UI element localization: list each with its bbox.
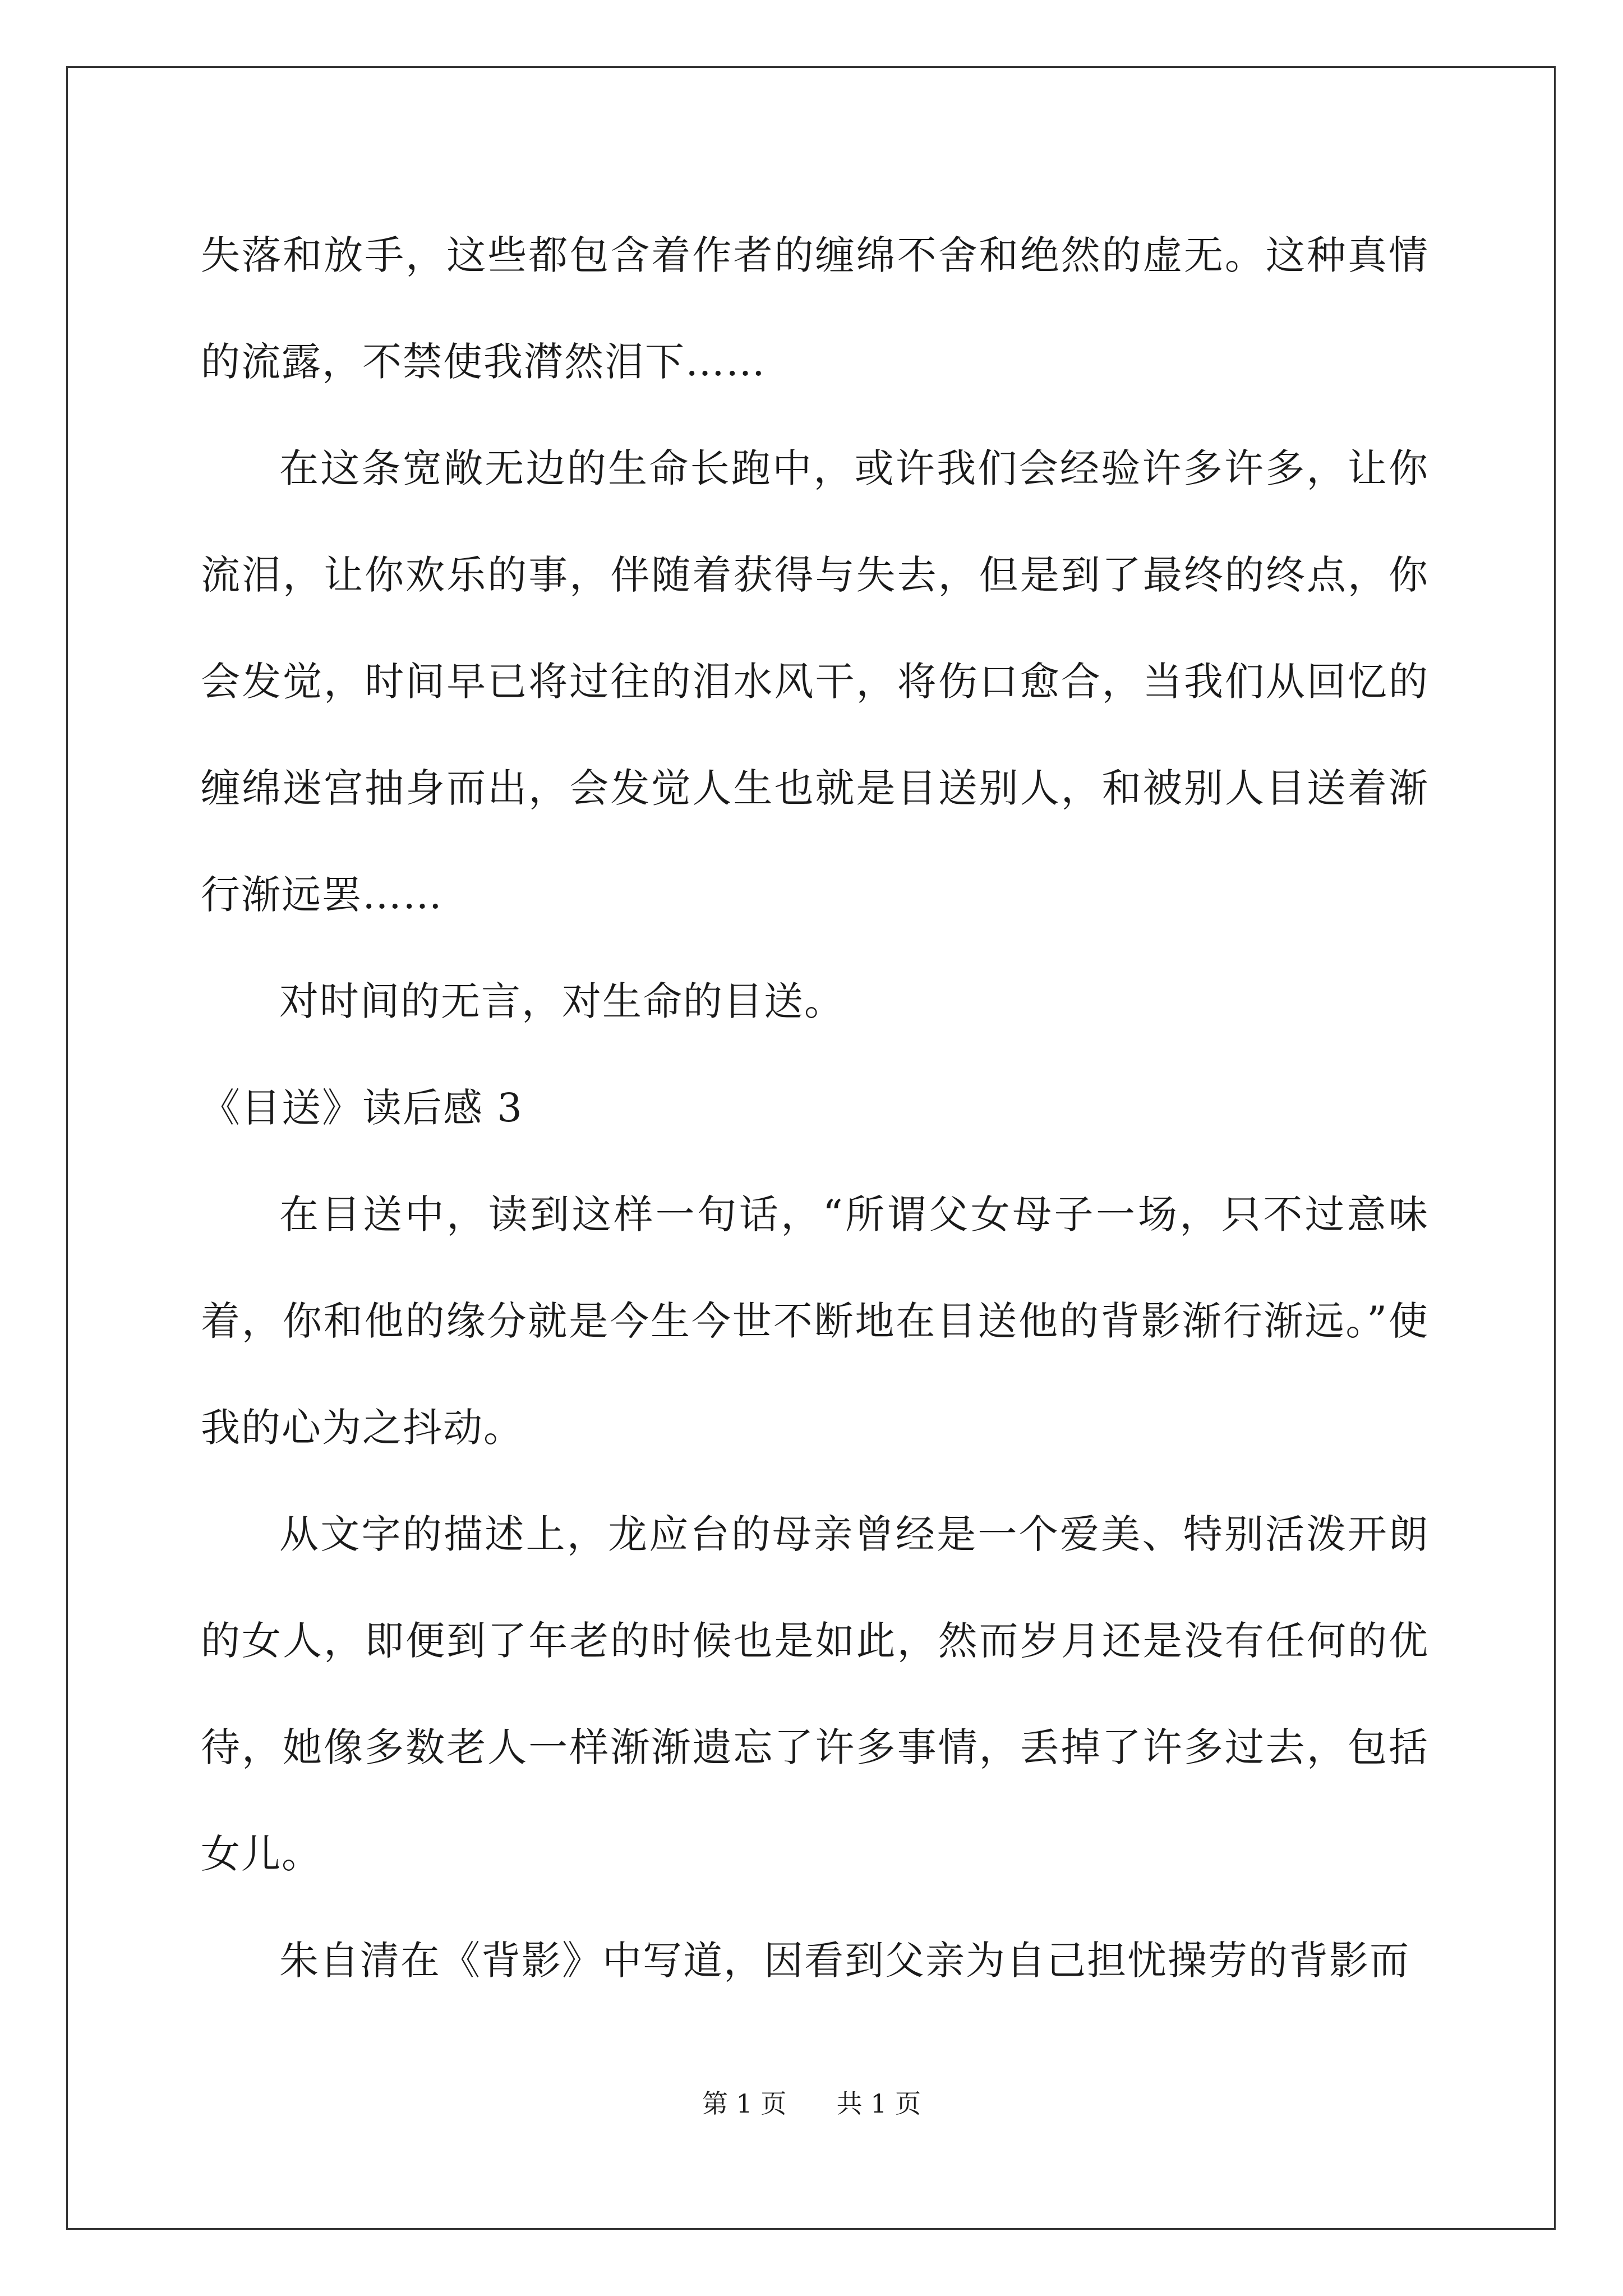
paragraph: 对时间的无言，对生命的目送。 bbox=[279, 978, 845, 1024]
section-title: 《目送》读后感 3 bbox=[201, 1085, 523, 1131]
paragraph: 朱自清在《背影》中写道，因看到父亲为自己担忧操劳的背影而 bbox=[279, 1938, 1410, 1984]
paragraph: 从文字的描述上，龙应台的母亲曾经是一个爱美、特别活泼开朗的女人，即便到了年老的时候也是如此，然而岁月还是没有任何的优待，她像多数老人一样渐渐遗忘了许多事情，丢掉了许多过去，包括女儿。 bbox=[201, 1511, 1429, 1877]
paragraph: 失落和放手，这些都包含着作者的缠绵不舍和绝然的虚无。这种真情的流露，不禁使我潸然泪下…… bbox=[201, 232, 1429, 385]
paragraph: 在目送中，读到这样一句话，“所谓父女母子一场，只不过意味着，你和他的缘分就是今生今世不断地在目送他的背影渐行渐远。”使我的心为之抖动。 bbox=[201, 1191, 1429, 1451]
document-body bbox=[201, 202, 1429, 2014]
page-number: 第 1 页 bbox=[702, 2088, 787, 2119]
page-count: 共 1 页 bbox=[836, 2088, 921, 2119]
page-footer bbox=[0, 2087, 1623, 2120]
paragraph: 在这条宽敞无边的生命长跑中，或许我们会经验许多许多，让你流泪，让你欢乐的事，伴随着获得与失去，但是到了最终的终点，你会发觉，时间早已将过往的泪水风干，将伤口愈合，当我们从回忆的缠绵迷宫抽身而出，会发觉人生也就是目送别人，和被别人目送着渐行渐远罢…… bbox=[201, 445, 1429, 918]
